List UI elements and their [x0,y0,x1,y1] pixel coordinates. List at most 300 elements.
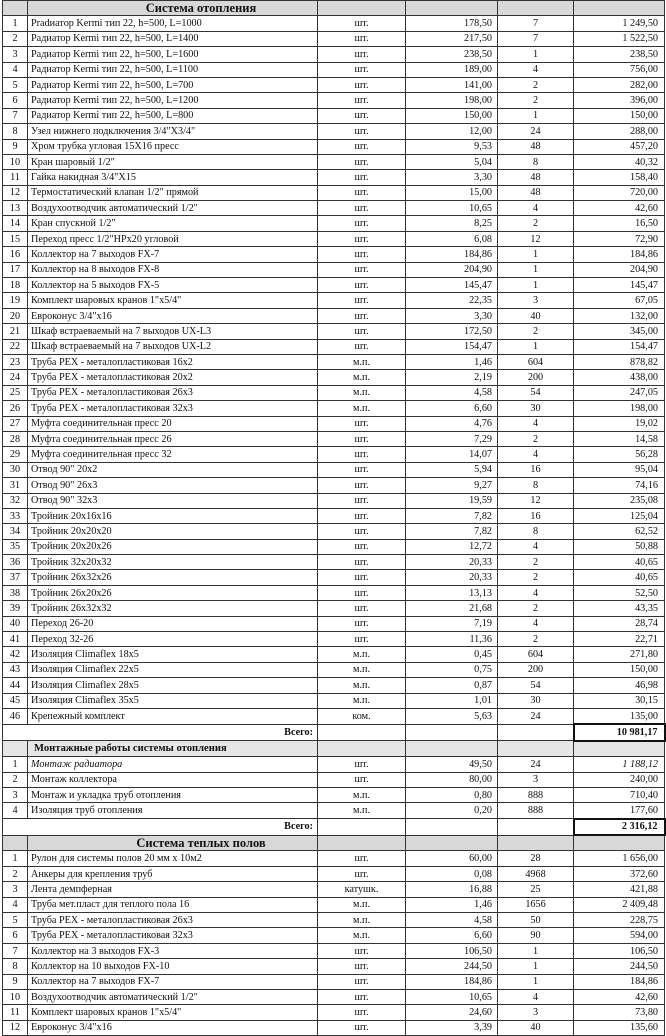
item-quantity: 2 [498,431,574,446]
item-unit: шт. [318,570,406,585]
table-row [3,585,665,600]
item-sum: 22,71 [574,632,665,647]
item-unit: м.п. [318,678,406,693]
table-row [3,772,665,787]
item-name: Тройник 20x16x16 [28,508,318,523]
item-quantity: 25 [498,882,574,897]
item-sum: 1 188,12 [574,757,665,772]
item-price: 11,36 [406,632,498,647]
table-row [3,616,665,631]
item-unit: шт. [318,585,406,600]
item-unit: м.п. [318,913,406,928]
row-number: 5 [3,913,28,928]
table-row [3,77,665,92]
item-unit: шт. [318,601,406,616]
item-unit: шт. [318,508,406,523]
total-price [406,724,498,740]
item-unit: шт. [318,247,406,262]
table-row [3,170,665,185]
row-number: 3 [3,787,28,802]
item-sum: 228,75 [574,913,665,928]
table-row [3,524,665,539]
row-number: 29 [3,447,28,462]
total-unit [318,819,406,835]
item-name: Лента демпферная [28,882,318,897]
table-row [3,339,665,354]
row-number: 2 [3,772,28,787]
item-unit: шт. [318,632,406,647]
item-price: 6,60 [406,928,498,943]
row-number: 39 [3,601,28,616]
item-price: 10,65 [406,990,498,1005]
table-row [3,851,665,866]
item-sum: 288,00 [574,124,665,139]
item-name: Изоляция Climaflex 28x5 [28,678,318,693]
item-quantity: 1 [498,943,574,958]
item-price: 60,00 [406,851,498,866]
item-quantity: 12 [498,231,574,246]
item-price: 16,88 [406,882,498,897]
item-unit: шт. [318,154,406,169]
item-unit: шт. [318,555,406,570]
section-header-num [3,835,28,851]
table-row [3,708,665,724]
table-row [3,478,665,493]
item-name: Переход 32-26 [28,632,318,647]
item-unit: шт. [318,339,406,354]
item-unit: шт. [318,990,406,1005]
item-sum: 235,08 [574,493,665,508]
row-number: 5 [3,77,28,92]
item-unit: шт. [318,416,406,431]
item-price: 5,04 [406,154,498,169]
item-unit: шт. [318,216,406,231]
item-name: Муфта соединительная пресс 26 [28,431,318,446]
item-quantity: 4 [498,447,574,462]
row-number: 8 [3,124,28,139]
total-label: Всего: [3,724,318,740]
table-row [3,1020,665,1035]
item-sum: 2 409,48 [574,897,665,912]
item-quantity: 1656 [498,897,574,912]
row-number: 24 [3,370,28,385]
item-name: Крепежный комплект [28,708,318,724]
item-quantity: 7 [498,16,574,31]
item-unit: шт. [318,47,406,62]
item-name: Отвод 90" 20x2 [28,462,318,477]
table-row [3,693,665,708]
item-sum: 710,40 [574,787,665,802]
item-quantity: 888 [498,787,574,802]
item-quantity: 48 [498,170,574,185]
item-unit: м.п. [318,662,406,677]
table-row [3,201,665,216]
table-row [3,108,665,123]
row-number: 15 [3,231,28,246]
item-unit: шт. [318,124,406,139]
section-header [3,741,665,757]
row-number: 11 [3,1005,28,1020]
item-unit: шт. [318,493,406,508]
row-number: 10 [3,990,28,1005]
row-number: 35 [3,539,28,554]
item-quantity: 28 [498,851,574,866]
row-number: 6 [3,93,28,108]
item-unit: шт. [318,772,406,787]
item-sum: 52,50 [574,585,665,600]
row-number: 21 [3,324,28,339]
table-row [3,913,665,928]
item-unit: шт. [318,185,406,200]
row-number: 30 [3,462,28,477]
item-price: 15,00 [406,185,498,200]
row-number: 14 [3,216,28,231]
section-header [3,1,665,16]
item-name: Термостатический клапан 1/2" прямой [28,185,318,200]
row-number: 11 [3,170,28,185]
item-quantity: 1 [498,974,574,989]
section-header-price [406,741,498,757]
table-row [3,570,665,585]
row-number: 2 [3,31,28,46]
item-name: Коллектор на 10 выходов FX-10 [28,959,318,974]
item-price: 49,50 [406,757,498,772]
section-header-sum [574,741,665,757]
item-unit: м.п. [318,787,406,802]
item-quantity: 1 [498,47,574,62]
row-number: 18 [3,278,28,293]
item-unit: шт. [318,77,406,92]
item-quantity: 888 [498,803,574,819]
item-price: 6,60 [406,401,498,416]
item-quantity: 48 [498,185,574,200]
item-name: Евроконус 3/4"x16 [28,1020,318,1035]
item-name: Труба PEX - металопластиковая 32x3 [28,928,318,943]
item-price: 141,00 [406,77,498,92]
item-unit: м.п. [318,370,406,385]
item-sum: 158,40 [574,170,665,185]
row-number: 28 [3,431,28,446]
item-sum: 40,65 [574,555,665,570]
item-unit: м.п. [318,385,406,400]
item-sum: 594,00 [574,928,665,943]
row-number: 38 [3,585,28,600]
item-name: Монтаж и укладка труб отопления [28,787,318,802]
section-header-num [3,741,28,757]
item-price: 3,30 [406,308,498,323]
item-quantity: 12 [498,493,574,508]
item-price: 150,00 [406,108,498,123]
item-name: Труба PEX - металопластиковая 26x3 [28,385,318,400]
item-unit: шт. [318,866,406,881]
item-quantity: 2 [498,555,574,570]
total-sum: 10 981,17 [574,724,665,740]
item-name: Анкеры для крепления труб [28,866,318,881]
item-name: Радиатор Kermi тип 22, h=500, L=1600 [28,47,318,62]
item-name: Переход пресс 1/2"HPx20 угловой [28,231,318,246]
item-quantity: 16 [498,462,574,477]
item-sum: 106,50 [574,943,665,958]
item-name: Кран спускной 1/2" [28,216,318,231]
item-quantity: 4 [498,616,574,631]
item-unit: катушк. [318,882,406,897]
section-header-unit [318,835,406,851]
item-sum: 135,60 [574,1020,665,1035]
table-row [3,247,665,262]
item-price: 12,00 [406,124,498,139]
item-name: Радиатор Kermi тип 22, h=500, L=800 [28,108,318,123]
row-number: 33 [3,508,28,523]
item-unit: шт. [318,262,406,277]
item-price: 154,47 [406,339,498,354]
table-row [3,324,665,339]
item-price: 9,27 [406,478,498,493]
row-number: 12 [3,1020,28,1035]
item-sum: 878,82 [574,354,665,369]
table-row [3,601,665,616]
item-name: Муфта соединительная пресс 20 [28,416,318,431]
item-quantity: 1 [498,262,574,277]
row-number: 9 [3,139,28,154]
item-quantity: 48 [498,139,574,154]
item-unit: шт. [318,108,406,123]
item-name: Коллектор на 3 выходов FX-3 [28,943,318,958]
item-quantity: 3 [498,772,574,787]
item-name: Труба PEX - металопластиковая 16x2 [28,354,318,369]
section-title: Монтажные работы системы отопления [28,741,318,757]
section-header [3,835,665,851]
item-sum: 198,00 [574,401,665,416]
item-name: Рradиатор Kermi тип 22, h=500, L=1000 [28,16,318,31]
row-number: 41 [3,632,28,647]
item-name: Комплект шаровых кранов 1"x5/4" [28,1005,318,1020]
table-row [3,185,665,200]
table-row [3,662,665,677]
table-row [3,31,665,46]
item-name: Евроконус 3/4"x16 [28,308,318,323]
item-name: Тройник 26x32x32 [28,601,318,616]
row-number: 4 [3,62,28,77]
item-sum: 30,15 [574,693,665,708]
table-row [3,16,665,31]
item-unit: шт. [318,93,406,108]
item-quantity: 54 [498,678,574,693]
item-sum: 28,74 [574,616,665,631]
item-unit: шт. [318,431,406,446]
item-quantity: 30 [498,401,574,416]
item-price: 7,82 [406,524,498,539]
item-name: Труба PEX - металопластиковая 26x3 [28,913,318,928]
item-unit: м.п. [318,897,406,912]
item-sum: 42,60 [574,201,665,216]
item-quantity: 30 [498,693,574,708]
item-name: Монтаж радиатора [28,757,318,772]
table-row [3,401,665,416]
item-quantity: 3 [498,293,574,308]
table-row [3,447,665,462]
item-price: 0,08 [406,866,498,881]
item-unit: шт. [318,170,406,185]
item-name: Кран шаровый 1/2" [28,154,318,169]
item-quantity: 40 [498,1020,574,1035]
item-sum: 457,20 [574,139,665,154]
item-name: Тройник 26x32x26 [28,570,318,585]
item-price: 198,00 [406,93,498,108]
item-name: Хром трубка угловая 15X16 пресс [28,139,318,154]
item-name: Тройник 26x20x26 [28,585,318,600]
item-quantity: 4 [498,201,574,216]
row-number: 32 [3,493,28,508]
section-title: Система отопления [28,1,318,16]
item-unit: м.п. [318,693,406,708]
item-price: 189,00 [406,62,498,77]
item-unit: шт. [318,524,406,539]
item-price: 0,87 [406,678,498,693]
item-unit: м.п. [318,647,406,662]
section-header-price [406,835,498,851]
table-row [3,431,665,446]
item-unit: м.п. [318,928,406,943]
row-number: 4 [3,803,28,819]
item-sum: 184,86 [574,974,665,989]
item-quantity: 2 [498,324,574,339]
item-name: Труба PEX - металопластиковая 32x3 [28,401,318,416]
row-number: 4 [3,897,28,912]
item-sum: 40,32 [574,154,665,169]
table-row [3,231,665,246]
item-name: Изоляция труб отопления [28,803,318,819]
table-row [3,124,665,139]
item-sum: 125,04 [574,508,665,523]
row-number: 16 [3,247,28,262]
item-unit: шт. [318,447,406,462]
item-price: 0,75 [406,662,498,677]
item-sum: 720,00 [574,185,665,200]
item-price: 184,86 [406,247,498,262]
row-number: 1 [3,851,28,866]
row-number: 8 [3,959,28,974]
item-quantity: 24 [498,757,574,772]
estimate-table [2,0,666,1036]
row-number: 37 [3,570,28,585]
row-number: 40 [3,616,28,631]
table-row [3,928,665,943]
item-sum: 756,00 [574,62,665,77]
item-unit: шт. [318,974,406,989]
item-sum: 438,00 [574,370,665,385]
item-sum: 74,16 [574,478,665,493]
section-header-qty [498,741,574,757]
item-quantity: 90 [498,928,574,943]
item-price: 3,30 [406,170,498,185]
table-row [3,866,665,881]
item-sum: 67,05 [574,293,665,308]
item-unit: м.п. [318,401,406,416]
item-unit: м.п. [318,354,406,369]
row-number: 12 [3,185,28,200]
item-price: 8,25 [406,216,498,231]
item-unit: шт. [318,324,406,339]
table-row [3,555,665,570]
item-sum: 46,98 [574,678,665,693]
total-qty [498,819,574,835]
item-name: Коллектор на 5 выходов FX-5 [28,278,318,293]
item-sum: 43,35 [574,601,665,616]
item-price: 9,53 [406,139,498,154]
table-row [3,1005,665,1020]
item-quantity: 50 [498,913,574,928]
item-price: 217,50 [406,31,498,46]
item-quantity: 1 [498,959,574,974]
item-unit: шт. [318,616,406,631]
item-sum: 177,60 [574,803,665,819]
item-sum: 282,00 [574,77,665,92]
item-unit: шт. [318,1005,406,1020]
item-quantity: 24 [498,708,574,724]
item-price: 0,80 [406,787,498,802]
item-name: Рулон для системы полов 20 мм x 10м2 [28,851,318,866]
total-row [3,724,665,740]
item-price: 178,50 [406,16,498,31]
item-quantity: 1 [498,247,574,262]
row-number: 23 [3,354,28,369]
item-price: 1,46 [406,897,498,912]
item-price: 4,58 [406,385,498,400]
row-number: 46 [3,708,28,724]
row-number: 3 [3,47,28,62]
table-row [3,990,665,1005]
table-row [3,462,665,477]
item-price: 10,65 [406,201,498,216]
item-sum: 244,50 [574,959,665,974]
item-quantity: 2 [498,601,574,616]
item-quantity: 4968 [498,866,574,881]
item-name: Комплект шаровых кранов 1"x5/4" [28,293,318,308]
item-price: 145,47 [406,278,498,293]
item-unit: шт. [318,293,406,308]
item-price: 3,39 [406,1020,498,1035]
table-row [3,757,665,772]
item-price: 14,07 [406,447,498,462]
item-sum: 1 249,50 [574,16,665,31]
item-price: 24,60 [406,1005,498,1020]
item-quantity: 1 [498,278,574,293]
table-row [3,154,665,169]
row-number: 1 [3,757,28,772]
item-name: Радиатор Kermi тип 22, h=500, L=1200 [28,93,318,108]
item-price: 21,68 [406,601,498,616]
table-row [3,216,665,231]
item-sum: 42,60 [574,990,665,1005]
row-number: 20 [3,308,28,323]
item-sum: 396,00 [574,93,665,108]
section-header-unit [318,1,406,16]
item-name: Воздухоотводчик автоматический 1/2" [28,990,318,1005]
item-quantity: 200 [498,662,574,677]
item-sum: 184,86 [574,247,665,262]
table-row [3,974,665,989]
item-price: 1,01 [406,693,498,708]
item-unit: шт. [318,959,406,974]
row-number: 42 [3,647,28,662]
row-number: 10 [3,154,28,169]
item-sum: 132,00 [574,308,665,323]
table-row [3,678,665,693]
item-name: Коллектор на 7 выходов FX-7 [28,974,318,989]
table-row [3,62,665,77]
item-quantity: 604 [498,354,574,369]
item-name: Труба PEX - металопластиковая 20x2 [28,370,318,385]
